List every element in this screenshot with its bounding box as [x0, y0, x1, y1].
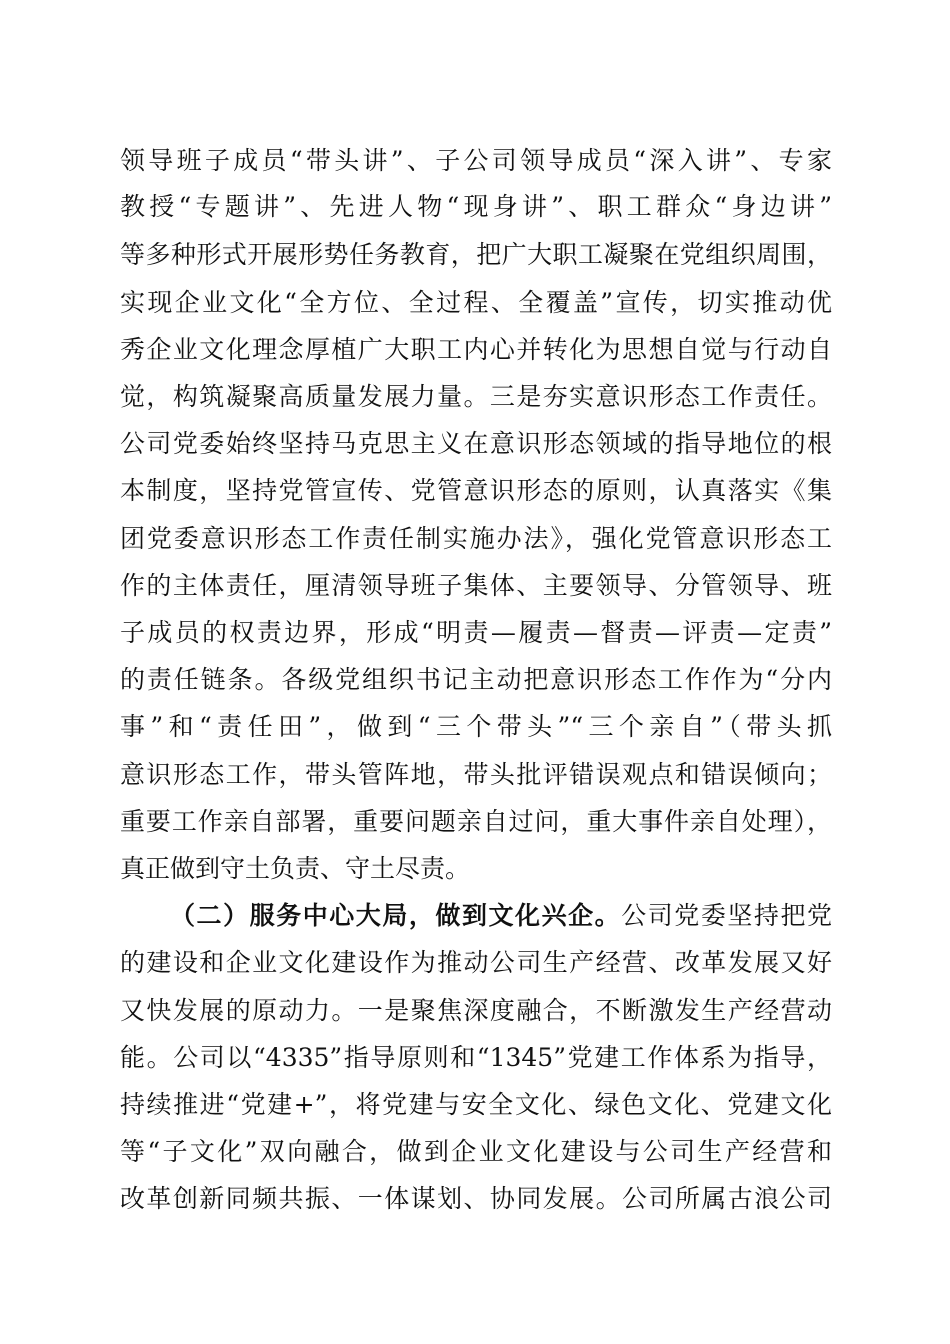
text-line: 能。公司以“4335”指导原则和“1345”党建工作体系为指导，	[120, 1043, 832, 1072]
text-line: 团党委意识形态工作责任制实施办法》，强化党管意识形态工	[120, 524, 832, 553]
section-2-first-line	[170, 901, 832, 931]
text-line: 觉，构筑凝聚高质量发展力量。三是夯实意识形态工作责任。	[120, 382, 832, 411]
text-line: 领导班子成员“带头讲”、子公司领导成员“深入讲”、专家	[120, 146, 832, 175]
text-line: 等多种形式开展形势任务教育，把广大职工凝聚在党组织周围，	[120, 240, 832, 269]
text-line: 重要工作亲自部署，重要问题亲自过问，重大事件亲自处理），	[120, 807, 832, 836]
text-line: 的建设和企业文化建设作为推动公司生产经营、改革发展又好	[120, 948, 832, 977]
text-line: 教授“专题讲”、先进人物“现身讲”、职工群众“身边讲”	[120, 192, 832, 221]
text-line: 改革创新同频共振、一体谋划、协同发展。公司所属古浪公司	[120, 1184, 832, 1213]
text-line: 持续推进“党建+”，将党建与安全文化、绿色文化、党建文化	[120, 1090, 832, 1119]
text-line: 公司党委始终坚持马克思主义在意识形态领域的指导地位的根	[120, 429, 832, 458]
text-line: 的责任链条。各级党组织书记主动把意识形态工作作为“分内	[120, 665, 832, 694]
text-line: 真正做到守土负责、守土尽责。	[120, 854, 471, 883]
section-2-first-line-text: 公司党委坚持把党	[621, 901, 832, 930]
text-line: 意识形态工作，带头管阵地，带头批评错误观点和错误倾向；	[120, 760, 832, 789]
text-line: 实现企业文化“全方位、全过程、全覆盖”宣传，切实推动优	[120, 288, 832, 317]
text-line: 子成员的权责边界，形成“明责—履责—督责—评责—定责”	[120, 618, 832, 647]
text-line: 又快发展的原动力。一是聚焦深度融合，不断激发生产经营动	[120, 996, 832, 1025]
text-line: 本制度，坚持党管宣传、党管意识形态的原则，认真落实《集	[120, 476, 832, 505]
text-line: 作的主体责任，厘清领导班子集体、主要领导、分管领导、班	[120, 571, 832, 600]
section-2-heading: （二）服务中心大局，做到文化兴企。	[170, 901, 622, 930]
text-line: 等“子文化”双向融合，做到企业文化建设与公司生产经营和	[120, 1137, 832, 1166]
text-line: 秀企业文化理念厚植广大职工内心并转化为思想自觉与行动自	[120, 335, 832, 364]
text-line: 事”和“责任田”，做到“三个带头”“三个亲自”（带头抓	[120, 712, 832, 741]
